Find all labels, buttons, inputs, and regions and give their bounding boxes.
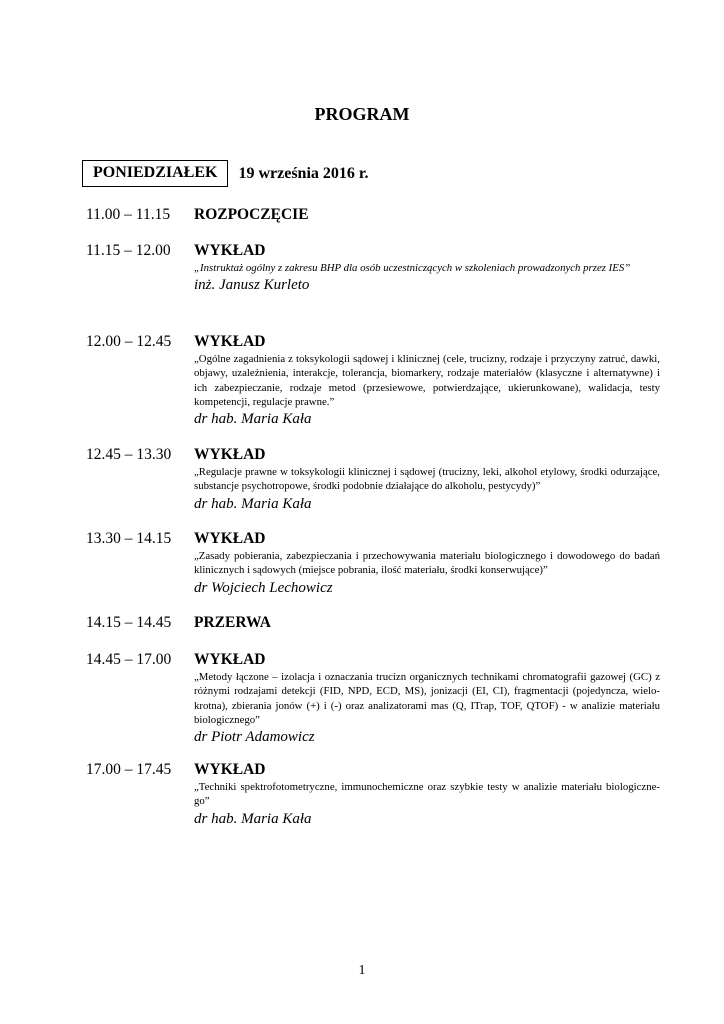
lecture-speaker: dr hab. Maria Kała	[194, 495, 312, 512]
lecture-topic: „Regulacje prawne w toksykologii klinicznej i sądowej (trucizny, leki, alkohol etylowy, środki odurzające, substancje psychotropowe, środki podobnie działające do alkoholu, pestycydy)”	[194, 466, 660, 493]
entry-time: 14.45 – 17.00	[86, 651, 172, 668]
day-header	[82, 160, 369, 187]
entry-time: 17.00 – 17.45	[86, 761, 172, 778]
entry-type: WYKŁAD	[194, 651, 266, 668]
entry-type: WYKŁAD	[194, 333, 266, 350]
lecture-speaker: dr hab. Maria Kała	[194, 411, 312, 428]
entry-type: ROZPOCZĘCIE	[194, 206, 309, 223]
day-name-box: PONIEDZIAŁEK	[82, 160, 228, 187]
lecture-topic: „Techniki spektrofotometryczne, immunochemiczne oraz szybkie testy w analizie materiału biologiczne-go”	[194, 781, 660, 808]
day-date: 19 września 2016 r.	[238, 164, 369, 182]
entry-type: WYKŁAD	[194, 242, 266, 259]
entry-time: 11.15 – 12.00	[86, 242, 171, 259]
entry-time: 14.15 – 14.45	[86, 614, 172, 631]
entry-time: 13.30 – 14.15	[86, 530, 172, 547]
entry-type: WYKŁAD	[194, 530, 266, 547]
entry-time: 11.00 – 11.15	[86, 206, 171, 223]
lecture-speaker: inż. Janusz Kurleto	[194, 277, 310, 294]
page-number: 1	[358, 963, 366, 978]
lecture-topic: „Zasady pobierania, zabezpieczania i przechowywania materiału biologicznego i dowodowego do badań klinicznych i sądowych (miejsce pobrania, ilość materiału, środki konserwujące)”	[194, 550, 660, 577]
lecture-topic: „Ogólne zagadnienia z toksykologii sądowej i klinicznej (cele, trucizny, rodzaje i przyczyny zatruć, dawki, objawy, uzależnienia, interakcje, tolerancja, biomarkery, rodzaje materiałów (klasyczne i alternatywne) i ich zabezpieczanie, rodzaje metod (przesiewowe, potwierdzające, ukierunkowane), walidacja, testy kompetencji, regulacje prawne.”	[194, 353, 660, 408]
entry-type: WYKŁAD	[194, 761, 266, 778]
lecture-speaker: dr Piotr Adamowicz	[194, 729, 315, 746]
entry-time: 12.00 – 12.45	[86, 333, 172, 350]
lecture-speaker: dr Wojciech Lechowicz	[194, 579, 333, 596]
lecture-speaker: dr hab. Maria Kała	[194, 810, 312, 827]
page-title: PROGRAM	[314, 104, 410, 124]
entry-type: WYKŁAD	[194, 446, 266, 463]
entry-time: 12.45 – 13.30	[86, 446, 172, 463]
entry-type: PRZERWA	[194, 614, 271, 631]
lecture-topic: „Metody łączone – izolacja i oznaczania trucizn organicznych technikami chromatografii gazowej (GC) z różnymi rodzajami detekcji (FID, NPD, ECD, MS), jonizacji (EI, CI), fragmentacji (pojedyncza, wielo-krotna), zbierania jonów (+) i (-) oraz analizatorami mas (Q, ITrap, TOF, QTOF) - w analizie materiału biologicznego”	[194, 671, 660, 726]
lecture-topic: „Instruktaż ogólny z zakresu BHP dla osób uczestniczących w szkoleniach prowadzonych przez IES”	[194, 262, 631, 274]
